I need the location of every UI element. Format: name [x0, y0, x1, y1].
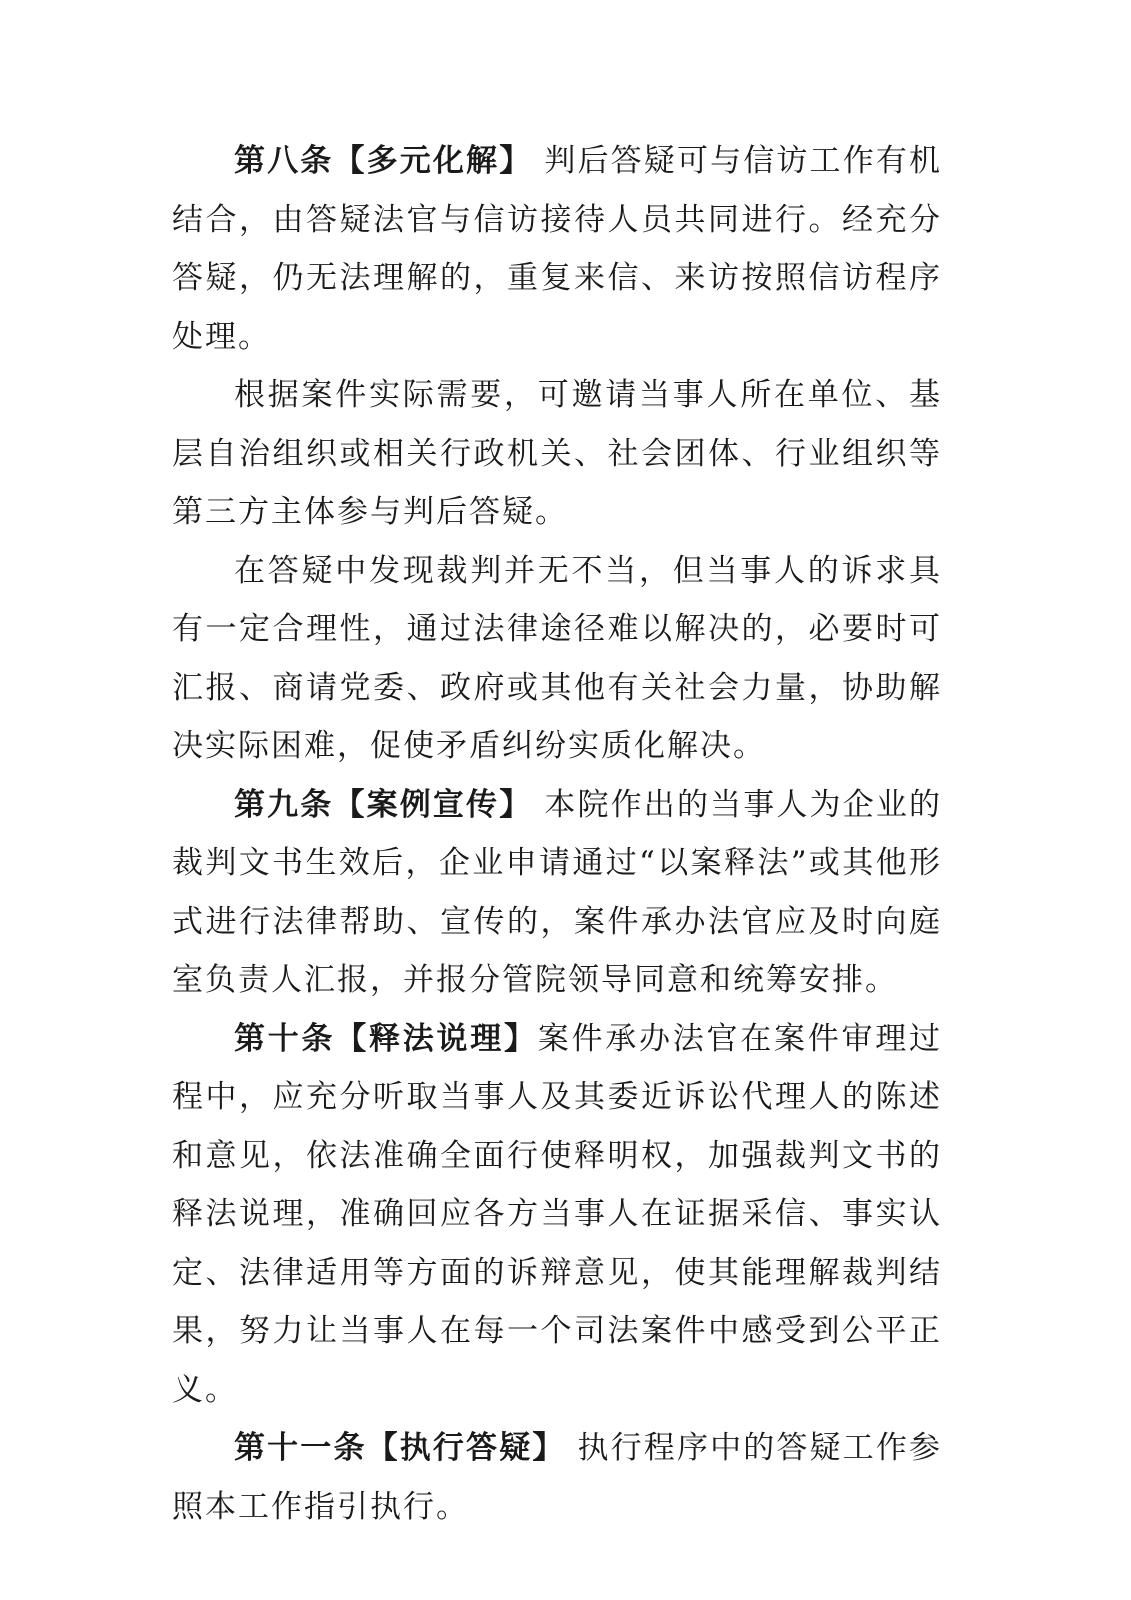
article-11-text: 执行程序中的答疑工作参照本工作指引执行。	[172, 1430, 942, 1525]
paragraph-article-8	[172, 132, 942, 366]
paragraph-social-assistance	[172, 542, 942, 776]
article-11-heading: 第十一条【执行答疑】	[234, 1430, 566, 1466]
article-8-text: 判后答疑可与信访工作有机结合，由答疑法官与信访接待人员共同进行。经充分答疑，仍无法理解的，重复来信、来访按照信访程序处理。	[172, 143, 943, 355]
document-body	[172, 132, 942, 1536]
paragraph-third-party	[172, 366, 942, 542]
article-8-heading: 第八条【多元化解】	[234, 143, 533, 179]
social-assistance-text: 在答疑中发现裁判并无不当，但当事人的诉求具有一定合理性，通过法律途径难以解决的，必要时可汇报、商请党委、政府或其他有关社会力量，协助解决实际困难，促使矛盾纠纷实质化解决。	[172, 552, 942, 764]
paragraph-article-9	[172, 776, 942, 1010]
article-10-text: 案件承办法官在案件审理过程中，应充分听取当事人及其委近诉讼代理人的陈述和意见，依法准确全面行使释明权，加强裁判文书的释法说理，准确回应各方当事人在证据采信、事实认定、法律适用等方面的诉辩意见，使其能理解裁判结果，努力让当事人在每一个司法案件中感受到公平正义。	[172, 1020, 942, 1408]
article-10-heading: 第十条【释法说理】	[234, 1020, 538, 1057]
paragraph-article-10	[172, 1010, 942, 1420]
article-9-heading: 第九条【案例宣传】	[234, 786, 533, 823]
paragraph-article-11	[172, 1419, 942, 1536]
third-party-text: 根据案件实际需要，可邀请当事人所在单位、基层自治组织或相关行政机关、社会团体、行业组织等第三方主体参与判后答疑。	[172, 377, 942, 530]
article-9-text: 本院作出的当事人为企业的裁判文书生效后，企业申请通过“以案释法”或其他形式进行法律帮助、宣传的，案件承办法官应及时向庭室负责人汇报，并报分管院领导同意和统筹安排。	[172, 786, 943, 998]
